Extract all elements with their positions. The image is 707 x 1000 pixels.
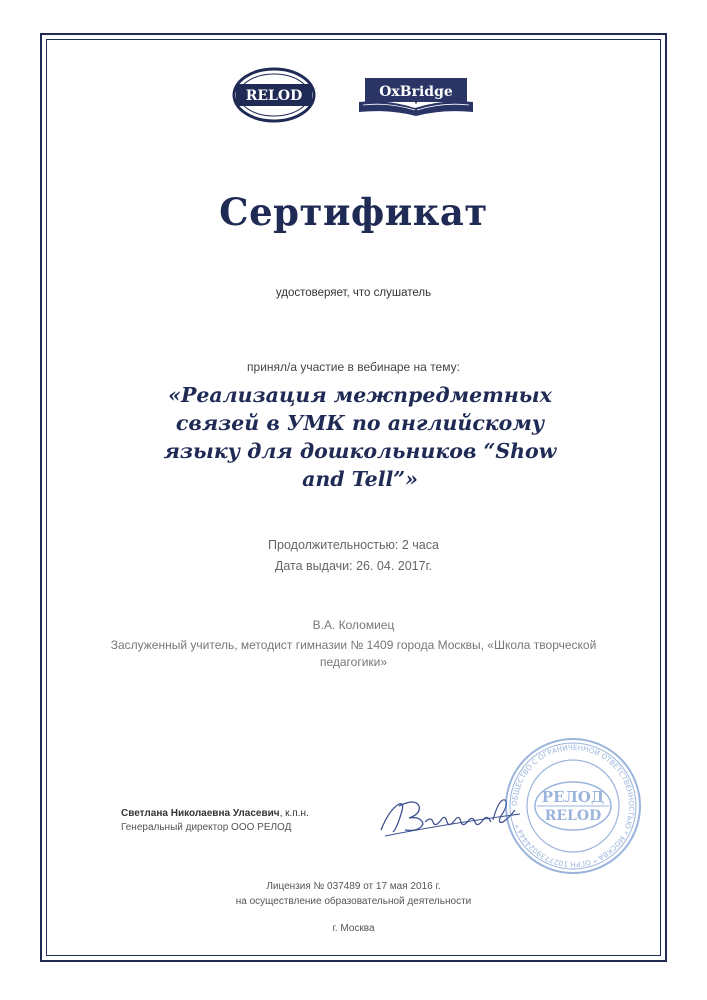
- director-full-name: Светлана Николаевна Уласевич: [121, 808, 280, 819]
- relod-stamp: [503, 736, 643, 876]
- license-line-2: на осуществление образовательной деятельности: [235, 896, 472, 907]
- city-text: г. Москва: [332, 923, 375, 934]
- stamp-ring-text: ОБЩЕСТВО С ОГРАНИЧЕННОЙ ОТВЕТСТВЕННОСТЬЮ * МОСКВА * ОГРН 1027739024444 *: [509, 742, 637, 870]
- webinar-topic: [130, 381, 590, 493]
- relod-logo-text: RELOD: [245, 88, 303, 104]
- oxbridge-logo-text: OxBridge: [379, 84, 453, 100]
- certificate-title: Сертификат: [219, 190, 488, 234]
- director-title: Генеральный директор ООО РЕЛОД: [121, 822, 292, 833]
- topic-line: языку для дошкольников “Show: [163, 439, 557, 463]
- relod-logo: [232, 67, 316, 123]
- speaker-name: В.А. Коломиец: [312, 618, 395, 632]
- topic-line: связей в УМК по английскому: [175, 411, 545, 435]
- director-degree: , к.п.н.: [279, 808, 309, 819]
- stamp-center-bottom: RELOD: [544, 808, 602, 824]
- topic-line: «Реализация межпредметных: [168, 383, 552, 407]
- duration-text: Продолжительностью: 2 часа: [268, 538, 439, 552]
- stamp-center-top: РЕЛОД: [541, 788, 605, 806]
- issue-date-text: Дата выдачи: 26. 04. 2017г.: [274, 559, 433, 573]
- certifies-text: удостоверяет, что слушатель: [275, 287, 432, 299]
- speaker-description: Заслуженный учитель, методист гимназии № 1409 города Москвы, «Школа творческой педагогики»: [110, 638, 597, 669]
- license-line-1: Лицензия № 037489 от 17 мая 2016 г.: [266, 881, 441, 892]
- oxbridge-logo: [357, 72, 475, 118]
- director-name: [121, 808, 309, 819]
- topic-line: and Tell”»: [302, 467, 418, 491]
- participated-text: принял/а участие в вебинаре на тему:: [247, 360, 460, 374]
